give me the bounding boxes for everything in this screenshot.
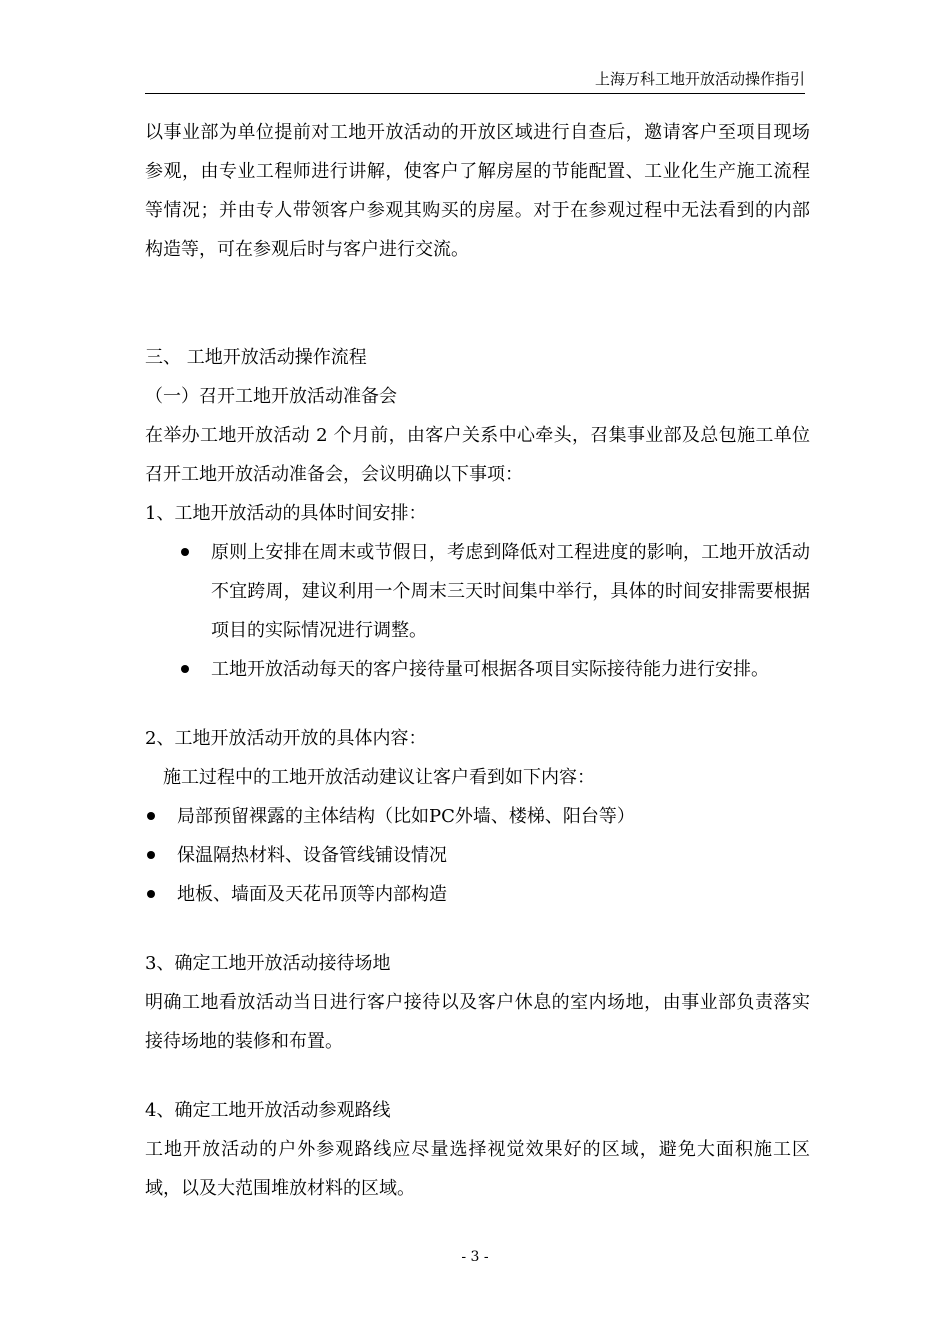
item2-intro: 施工过程中的工地开放活动建议让客户看到如下内容： [163,767,595,788]
document-body [145,113,810,1208]
list-item [181,650,810,689]
item1-heading: 1、工地开放活动的具体时间安排： [145,503,427,524]
subsection-paragraph: 在举办工地开放活动 2 个月前，由客户关系中心牵头，召集事业部及总包施工单位召开工地开放活动准备会，会议明确以下事项： [145,425,810,485]
list-item [181,533,810,650]
section-heading: 三、 工地开放活动操作流程 [145,347,367,368]
item4-heading: 4、确定工地开放活动参观路线 [145,1100,391,1121]
bullet-icon [147,890,155,898]
list-item-text: 地板、墙面及天花吊顶等内部构造 [177,884,447,905]
item1-bullet-list [145,533,810,689]
item2-heading: 2、工地开放活动开放的具体内容： [145,728,427,749]
list-item-text: 局部预留裸露的主体结构（比如PC外墙、楼梯、阳台等） [177,806,635,827]
bullet-icon [147,812,155,820]
list-item [145,875,810,914]
bullet-icon [181,665,189,673]
item4-paragraph: 工地开放活动的户外参观路线应尽量选择视觉效果好的区域，避免大面积施工区域，以及大范围堆放材料的区域。 [145,1139,810,1199]
header-divider [145,93,805,94]
intro-paragraph: 以事业部为单位提前对工地开放活动的开放区域进行自查后，邀请客户至项目现场参观，由专业工程师进行讲解，使客户了解房屋的节能配置、工业化生产施工流程等情况；并由专人带领客户参观其购买的房屋。对于在参观过程中无法看到的内部构造等，可在参观后时与客户进行交流。 [145,122,810,260]
running-header: 上海万科工地开放活动操作指引 [594,70,805,88]
item3-heading: 3、确定工地开放活动接待场地 [145,953,391,974]
subsection-heading: （一）召开工地开放活动准备会 [145,386,397,407]
item3-paragraph: 明确工地看放活动当日进行客户接待以及客户休息的室内场地，由事业部负责落实接待场地的装修和布置。 [145,992,810,1052]
list-item-text: 保温隔热材料、设备管线铺设情况 [177,845,447,866]
list-item [145,836,810,875]
list-item-text: 工地开放活动每天的客户接待量可根据各项目实际接待能力进行安排。 [211,659,769,680]
item2-bullet-list [145,797,810,914]
list-item-text: 原则上安排在周末或节假日，考虑到降低对工程进度的影响，工地开放活动不宜跨周，建议利用一个周末三天时间集中举行，具体的时间安排需要根据项目的实际情况进行调整。 [211,542,810,641]
bullet-icon [181,548,189,556]
bullet-icon [147,851,155,859]
list-item [145,797,810,836]
page-number: - 3 - [461,1249,489,1265]
